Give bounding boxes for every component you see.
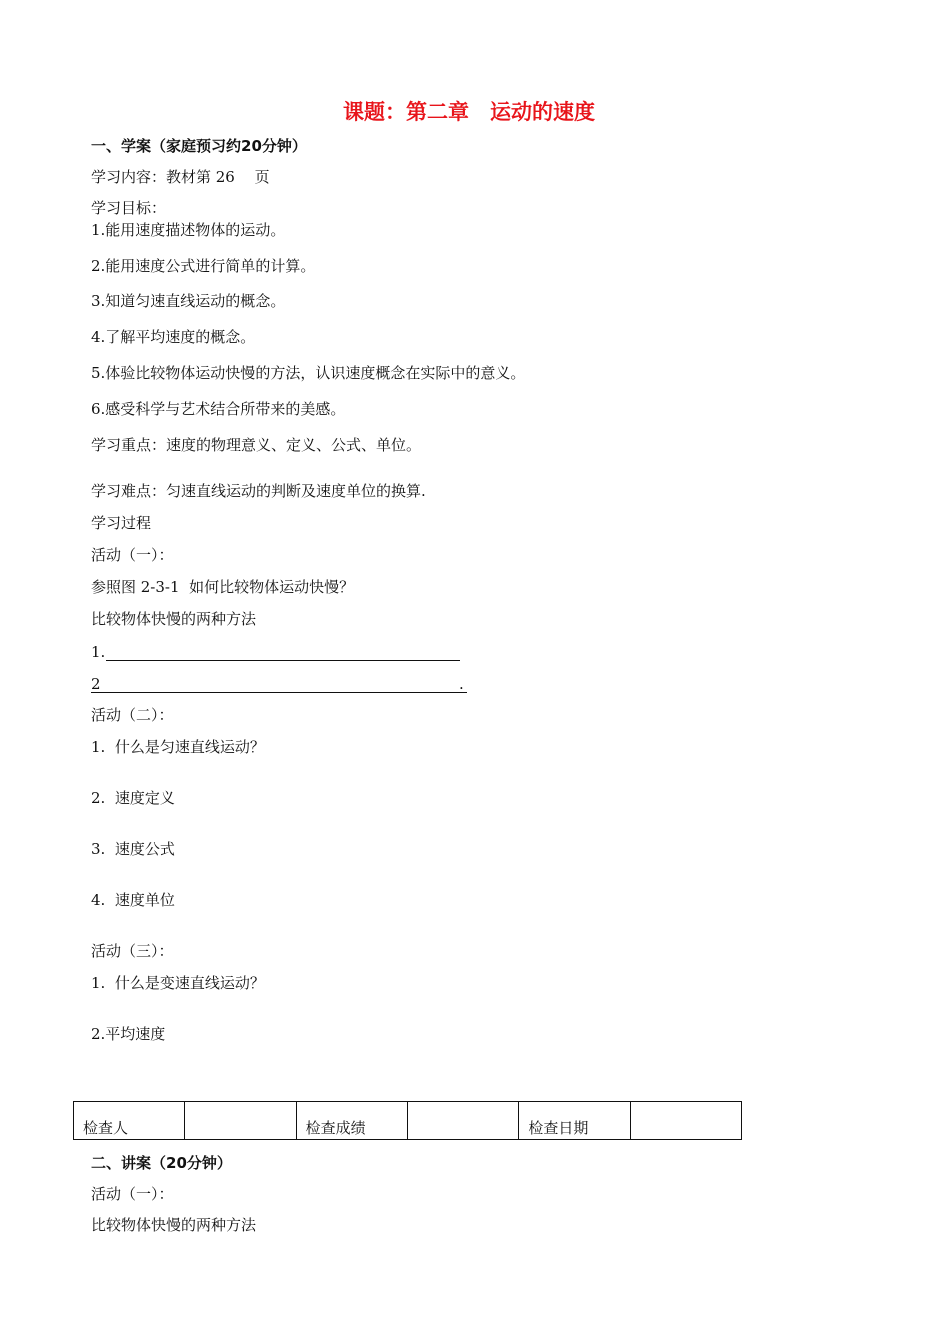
activity2-item: 1. 什么是匀速直线运动？ xyxy=(91,738,265,756)
content-label: 学习内容：教材第 26 页 xyxy=(91,168,270,186)
activity2-item: 3. 速度公式 xyxy=(91,840,175,858)
page-title: 课题：第二章 运动的速度 xyxy=(343,99,595,124)
process-label: 学习过程 xyxy=(91,514,152,532)
goals-label: 学习目标： xyxy=(91,199,167,217)
check-date-label: 检查日期 xyxy=(519,1102,630,1140)
activity3-item: 2.平均速度 xyxy=(91,1025,166,1043)
check-person-label: 检查人 xyxy=(74,1102,185,1140)
section1-heading: 一、学案（家庭预习约20分钟） xyxy=(91,137,307,155)
check-date-value[interactable] xyxy=(630,1102,741,1140)
table-row xyxy=(74,1102,742,1140)
goal-item: 4.了解平均速度的概念。 xyxy=(91,328,256,346)
check-person-value[interactable] xyxy=(185,1102,296,1140)
answer-blank-line[interactable] xyxy=(106,660,460,661)
blank1-prefix: 1. xyxy=(91,643,106,661)
blank2-suffix: . xyxy=(459,675,464,693)
section2-heading: 二、讲案（20分钟） xyxy=(91,1154,232,1172)
goal-item: 3.知道匀速直线运动的概念。 xyxy=(91,292,286,310)
blank2-prefix: 2 xyxy=(91,675,101,693)
activity1-ref: 参照图 2-3-1 如何比较物体运动快慢？ xyxy=(91,578,355,596)
goal-item: 5.体验比较物体运动快慢的方法，认识速度概念在实际中的意义。 xyxy=(91,364,526,382)
goal-item: 2.能用速度公式进行简单的计算。 xyxy=(91,257,316,275)
goal-item: 1.能用速度描述物体的运动。 xyxy=(91,221,286,239)
activity3-item: 1. 什么是变速直线运动？ xyxy=(91,974,265,992)
section2-methods: 比较物体快慢的两种方法 xyxy=(91,1216,257,1234)
activity2-label: 活动（二）： xyxy=(91,706,174,724)
activity1-methods: 比较物体快慢的两种方法 xyxy=(91,610,257,628)
difficulties: 学习难点：匀速直线运动的判断及速度单位的换算. xyxy=(91,482,426,500)
check-table xyxy=(73,1101,742,1140)
check-score-label: 检查成绩 xyxy=(296,1102,407,1140)
activity2-item: 4. 速度单位 xyxy=(91,891,175,909)
activity1-label: 活动（一）： xyxy=(91,546,174,564)
section2-activity1-label: 活动（一）： xyxy=(91,1185,174,1203)
key-points: 学习重点：速度的物理意义、定义、公式、单位。 xyxy=(91,436,422,454)
activity3-label: 活动（三）： xyxy=(91,942,174,960)
answer-blank-line[interactable] xyxy=(91,692,467,693)
activity2-item: 2. 速度定义 xyxy=(91,789,175,807)
check-score-value[interactable] xyxy=(407,1102,518,1140)
goal-item: 6.感受科学与艺术结合所带来的美感。 xyxy=(91,400,346,418)
